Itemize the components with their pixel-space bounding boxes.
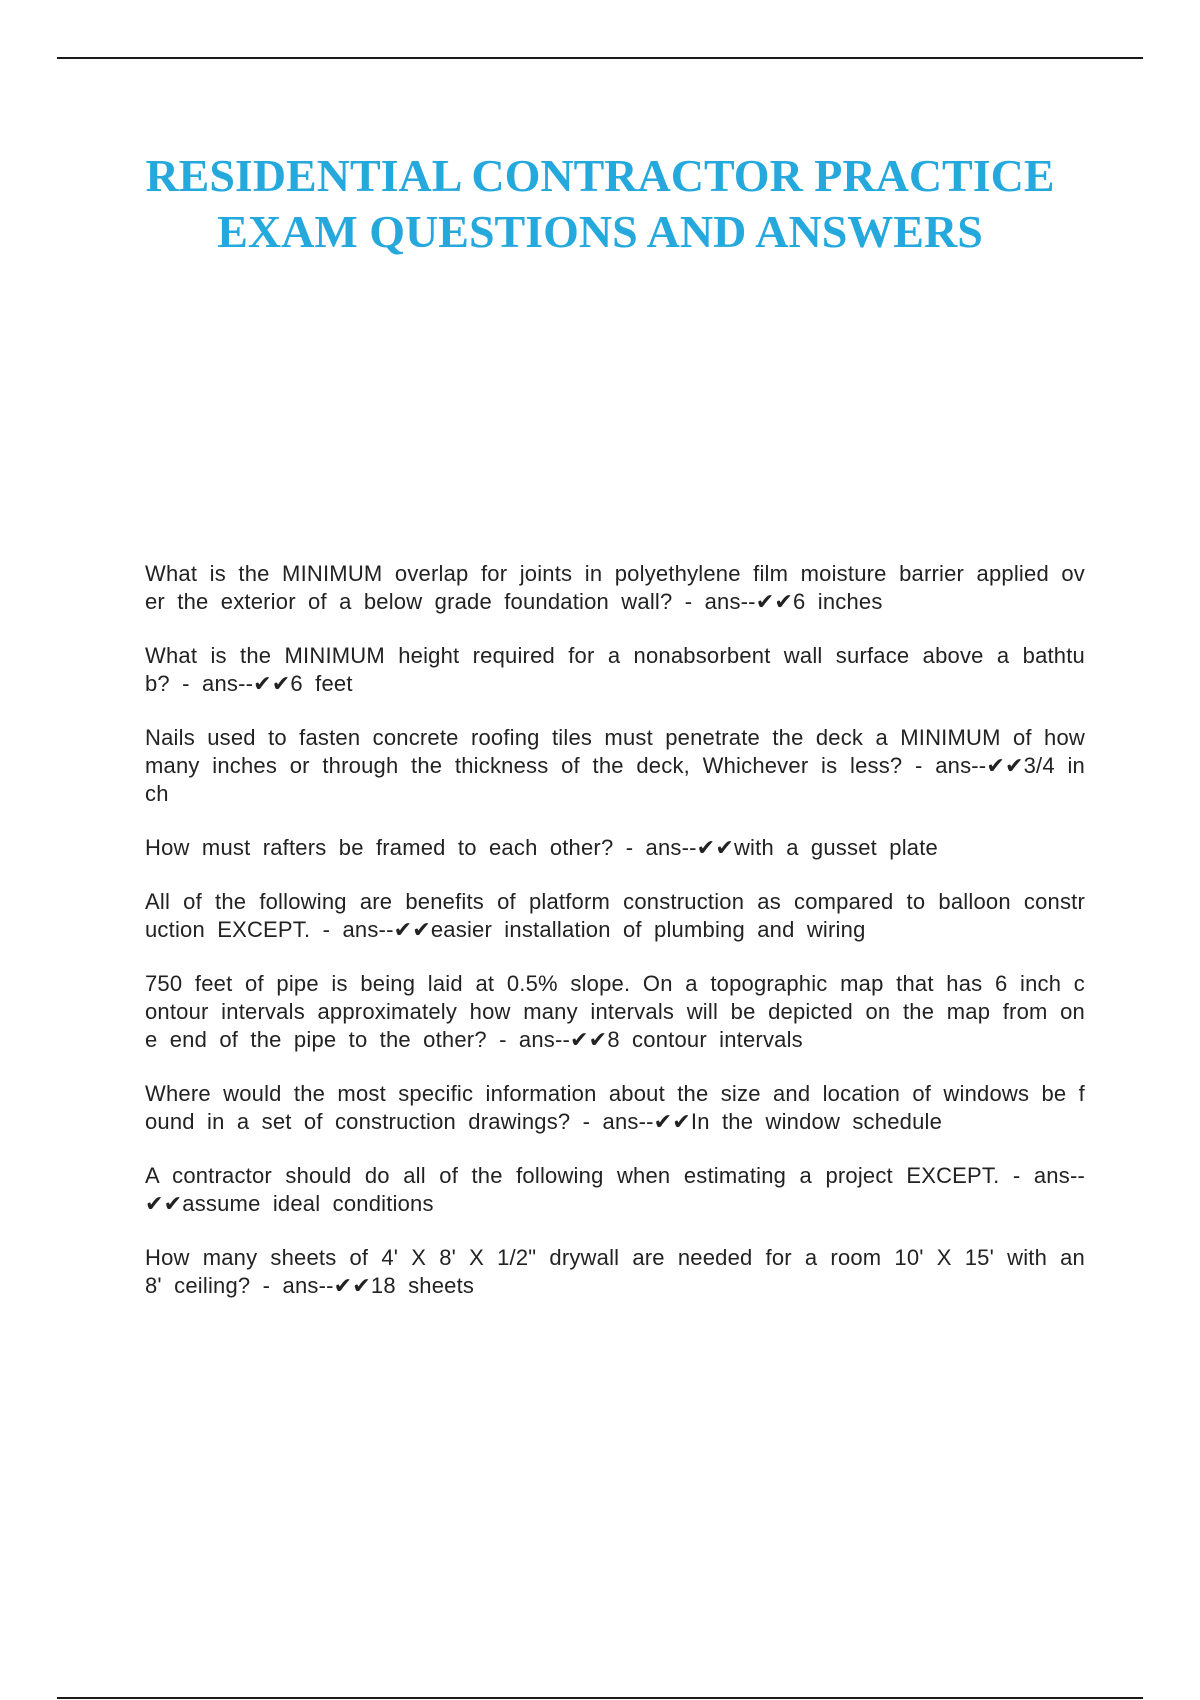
qa-item [145,1244,1085,1300]
question-text: All of the following are benefits of platform construction as compared to balloon construction EXCEPT. [145,889,1085,942]
document-title: RESIDENTIAL CONTRACTOR PRACTICE EXAM QUESTIONS AND ANSWERS [145,150,1055,257]
answer-text: easier installation of plumbing and wiring [430,917,866,942]
answer-marker: - ans--✔✔ [613,835,734,860]
top-rule [57,57,1143,59]
answer-text: In the window schedule [690,1109,943,1134]
question-text: How many sheets of 4' X 8' X 1/2" drywall are needed for a room 10' X 15' with an 8' ceiling? [145,1245,1085,1298]
bottom-rule [57,1697,1143,1699]
qa-item [145,642,1085,698]
question-text: A contractor should do all of the following when estimating a project EXCEPT. [145,1163,1000,1188]
answer-text: 6 inches [792,589,883,614]
qa-item [145,560,1085,616]
answer-text: 3/4 inch [145,753,1085,806]
answer-marker: - ans--✔✔ [145,1163,1085,1216]
qa-item [145,1162,1085,1218]
qa-item [145,834,1085,862]
question-text: How must rafters be framed to each other? [145,835,614,860]
question-text: Where would the most specific information about the size and location of windows be found in a set of construction drawings? [145,1081,1085,1134]
question-text: What is the MINIMUM overlap for joints in polyethylene film moisture barrier applied over the exterior of a below grade foundation wall? [145,561,1085,614]
answer-marker: - ans--✔✔ [672,589,793,614]
qa-list [145,560,1085,1326]
answer-marker: - ans--✔✔ [310,917,431,942]
qa-item [145,888,1085,944]
qa-item [145,724,1085,808]
answer-marker: - ans--✔✔ [169,671,291,696]
answer-marker: - ans--✔✔ [902,753,1024,778]
answer-marker: - ans--✔✔ [250,1273,371,1298]
question-text: What is the MINIMUM height required for a nonabsorbent wall surface above a bathtub? [145,643,1085,696]
answer-text: 18 sheets [370,1273,475,1298]
qa-item [145,970,1085,1054]
answer-text: with a gusset plate [733,835,938,860]
answer-text: 8 contour intervals [607,1027,803,1052]
answer-marker: - ans--✔✔ [486,1027,608,1052]
answer-text: 6 feet [290,671,353,696]
qa-item [145,1080,1085,1136]
answer-text: assume ideal conditions [182,1191,434,1216]
answer-marker: - ans--✔✔ [570,1109,691,1134]
question-text: Nails used to fasten concrete roofing tiles must penetrate the deck a MINIMUM of how many inches or through the thickness of the deck, Whichever is less? [145,725,1085,778]
question-text: 750 feet of pipe is being laid at 0.5% slope. On a topographic map that has 6 inch contour intervals approximately how many intervals will be depicted on the map from one end of the pipe to the other? [145,971,1085,1052]
